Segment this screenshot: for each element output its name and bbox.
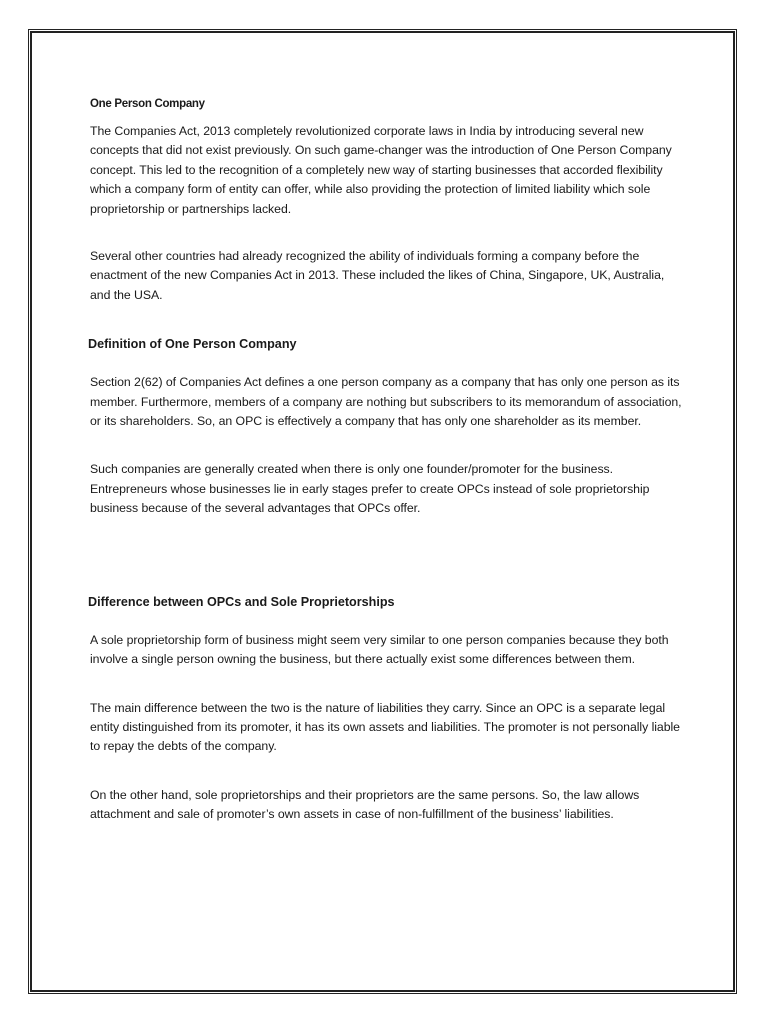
paragraph-sole-proprietorship: On the other hand, sole proprietorships and their proprietors are the same persons. So, the law allows attachment and sale of promoter’s own assets in case of non-fulfillment of the business’ liabilities. [90, 787, 640, 822]
document-body [90, 96, 685, 825]
paragraph-intro: The Companies Act, 2013 completely revolutionized corporate laws in India by introducing several new concepts that did not exist previously. On such game-changer was the introduction of One Person Company concept. This led to the recognition of a completely new way of starting businesses that accorded flexibility which a company form of entity can offer, while also providing the protection of limited liability which sole proprietorship or partnerships lacked. [90, 124, 672, 216]
heading-definition: Definition of One Person Company [88, 337, 297, 352]
paragraph-definition: Section 2(62) of Companies Act defines a one person company as a company that has only one person as its member. Furthermore, members of a company are nothing but subscribers to its memorandum of association, or its shareholders. So, an OPC is effectively a company that has only one shareholder as its member. [90, 375, 682, 429]
paragraph-other-countries: Several other countries had already recognized the ability of individuals forming a company before the enactment of the new Companies Act in 2013. These included the likes of China, Singapore, UK, Australia, and the USA. [90, 249, 665, 302]
heading-difference: Difference between OPCs and Sole Proprietorships [88, 594, 395, 609]
paragraph-liabilities: The main difference between the two is the nature of liabilities they carry. Since an OPC is a separate legal entity distinguished from its promoter, it has its own assets and liabilities. The promoter is not personally liable to repay the debts of the company. [90, 700, 680, 754]
document-title: One Person Company [90, 98, 205, 110]
paragraph-creation: Such companies are generally created when there is only one founder/promoter for the business. Entrepreneurs whose businesses lie in early stages prefer to create OPCs instead of sole proprietorship business because of the several advantages that OPCs offer. [90, 462, 650, 516]
paragraph-difference-intro: A sole proprietorship form of business might seem very similar to one person companies because they both involve a single person owning the business, but there actually exist some differences between them. [90, 632, 669, 667]
